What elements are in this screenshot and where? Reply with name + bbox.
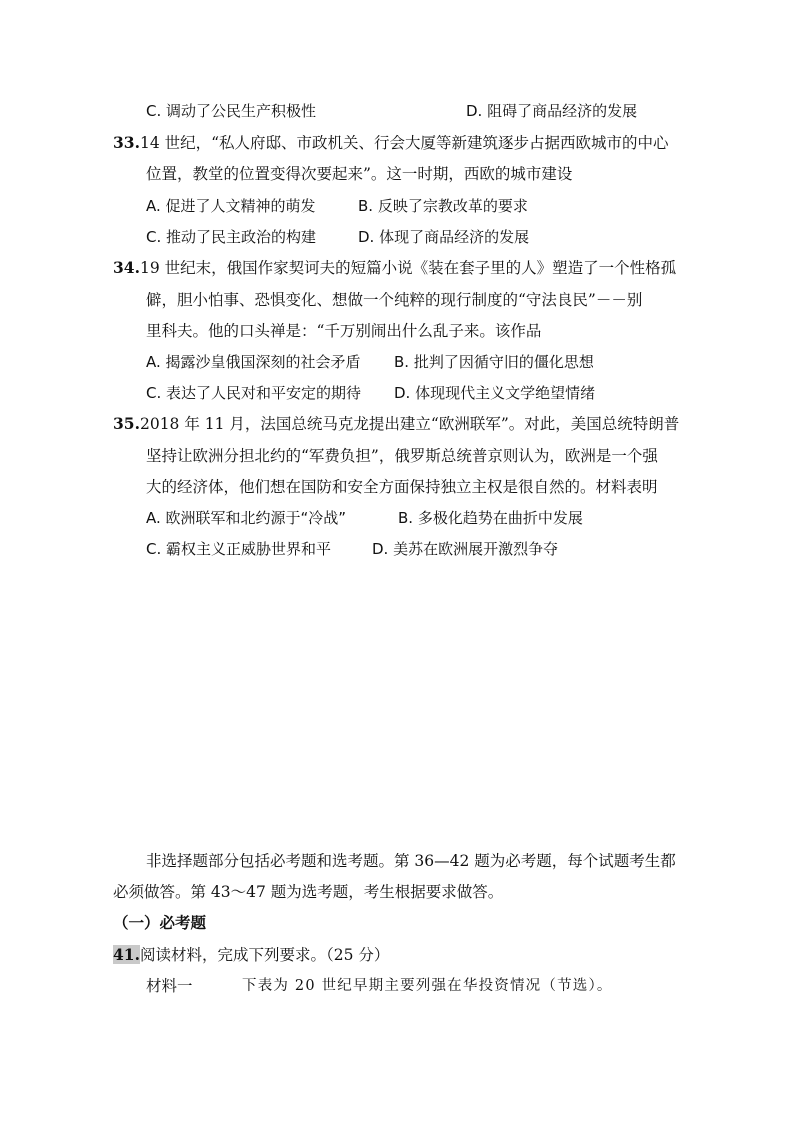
q33-stem-line1: 33.14 世纪，“私人府邸、市政机关、行会大厦等新建筑逐步占据西欧城市的中心 xyxy=(113,133,669,152)
q35-option-d: D. 美苏在欧洲展开激烈争夺 xyxy=(372,540,559,558)
q35-option-c: C. 霸权主义正威胁世界和平 xyxy=(146,540,332,558)
q35-option-b: B. 多极化趋势在曲折中发展 xyxy=(398,509,583,527)
intro-line1: 非选择题部分包括必考题和选考题。第 36—42 题为必考题，每个试题考生都 xyxy=(146,852,676,870)
q41-material-label: 材料一 xyxy=(146,977,193,995)
q32-option-c: C. 调动了公民生产积极性 xyxy=(146,102,317,120)
q34-option-c: C. 表达了人民对和平安定的期待 xyxy=(146,384,362,402)
q41-stem: 41.阅读材料，完成下列要求。（25 分） xyxy=(113,945,390,964)
q34-option-d: D. 体现现代主义文学绝望情绪 xyxy=(394,384,596,402)
q33-stem-line2: 位置，教堂的位置变得次要起来”。这一时期，西欧的城市建设 xyxy=(146,165,573,183)
q34-number: 34. xyxy=(113,258,140,277)
q33-option-d: D. 体现了商品经济的发展 xyxy=(358,228,530,246)
q33-option-c: C. 推动了民主政治的构建 xyxy=(146,228,317,246)
section-title: （一）必考题 xyxy=(113,913,207,932)
q32-option-d: D. 阻碍了商品经济的发展 xyxy=(466,102,638,120)
q33-number: 33. xyxy=(113,133,140,152)
q35-number: 35. xyxy=(113,414,140,433)
q35-stem-line3: 大的经济体，他们想在国防和安全方面保持独立主权是很自然的。材料表明 xyxy=(146,478,658,496)
q35-stem-line1: 35.2018 年 11 月，法国总统马克龙提出建立“欧洲联军”。对此，美国总统特朗普 xyxy=(113,414,680,433)
q33-option-a: A. 促进了人文精神的萌发 xyxy=(146,197,316,215)
q34-option-b: B. 批判了因循守旧的僵化思想 xyxy=(394,353,594,371)
q35-stem-line2: 坚持让欧洲分担北约的“军费负担”，俄罗斯总统普京则认为，欧洲是一个强 xyxy=(146,447,658,465)
q34-option-a: A. 揭露沙皇俄国深刻的社会矛盾 xyxy=(146,353,361,371)
q34-stem-line2: 僻，胆小怕事、恐惧变化、想做一个纯粹的现行制度的“守法良民”－－别 xyxy=(146,291,643,309)
q34-stem-line3: 里科夫。他的口头禅是：“千万别闹出什么乱子来。该作品 xyxy=(146,322,542,340)
q34-stem-line1: 34.19 世纪末，俄国作家契诃夫的短篇小说《装在套子里的人》塑造了一个性格孤 xyxy=(113,258,677,277)
q35-option-a: A. 欧洲联军和北约源于“冷战” xyxy=(146,509,347,527)
q41-material-text: 下表为 20 世纪早期主要列强在华投资情况（节选）。 xyxy=(242,978,613,994)
q41-number: 41. xyxy=(113,945,140,964)
q33-option-b: B. 反映了宗教改革的要求 xyxy=(358,197,528,215)
intro-line2: 必须做答。第 43～47 题为选考题，考生根据要求做答。 xyxy=(113,883,504,901)
